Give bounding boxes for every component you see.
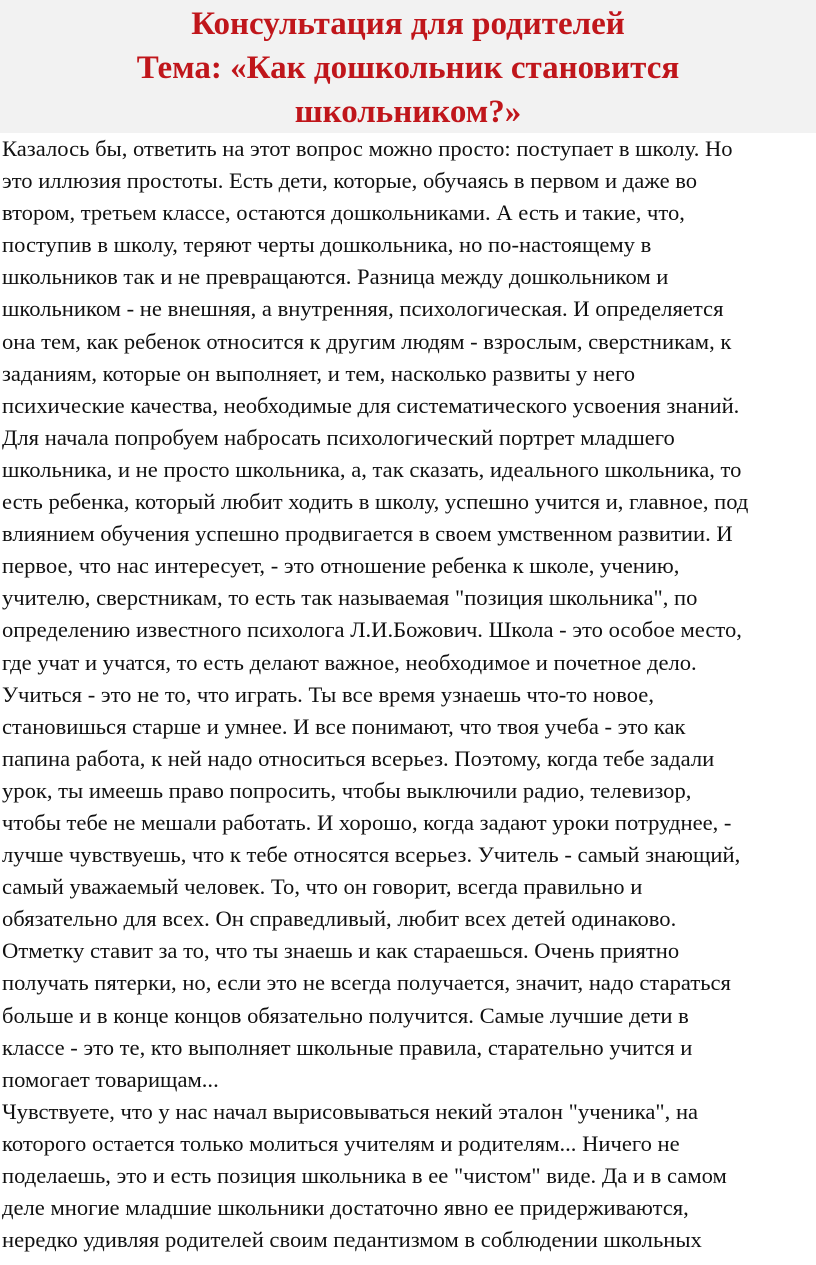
- text-line: урок, ты имеешь право попросить, чтобы выключили радио, телевизор,: [2, 777, 692, 803]
- document-header: [0, 0, 816, 133]
- text-line: деле многие младшие школьники достаточно явно ее придерживаются,: [2, 1195, 689, 1221]
- text-line: обязательно для всех. Он справедливый, любит всех детей одинаково.: [2, 906, 677, 932]
- text-line: определению известного психолога Л.И.Божович. Школа - это особое место,: [2, 617, 742, 643]
- text-line: есть ребенка, который любит ходить в школу, успешно учится и, главное, под: [2, 489, 749, 515]
- text-line: заданиям, которые он выполняет, и тем, насколько развиты у него: [2, 360, 636, 386]
- title-line-2: Тема: «Как дошкольник становится: [136, 50, 680, 86]
- text-line: она тем, как ребенок относится к другим людям - взрослым, сверстникам, к: [2, 328, 732, 354]
- text-line: втором, третьем классе, остаются дошкольниками. А есть и такие, что,: [2, 200, 685, 226]
- text-line: папина работа, к ней надо относиться всерьез. Поэтому, когда тебе задали: [2, 745, 715, 771]
- text-line: Чувствуете, что у нас начал вырисовываться некий эталон "ученика", на: [2, 1098, 699, 1124]
- text-line: первое, что нас интересует, - это отношение ребенка к школе, учению,: [2, 553, 680, 579]
- text-line: становишься старше и умнее. И все понимают, что твоя учеба - это как: [2, 713, 686, 739]
- text-line: учителю, сверстникам, то есть так называемая "позиция школьника", по: [2, 585, 698, 611]
- text-line: Казалось бы, ответить на этот вопрос можно просто: поступает в школу. Но: [2, 136, 733, 161]
- text-line: больше и в конце концов обязательно получится. Самые лучшие дети в: [2, 1002, 689, 1028]
- text-line: поступив в школу, теряют черты дошкольника, но по-настоящему в: [2, 232, 652, 258]
- text-line: классе - это те, кто выполняет школьные правила, старательно учится и: [2, 1034, 693, 1060]
- text-line: школьников так и не превращаются. Разница между дошкольником и: [2, 264, 669, 290]
- title-line-3: школьником?»: [294, 94, 522, 130]
- text-line: Отметку ставит за то, что ты знаешь и как стараешься. Очень приятно: [2, 938, 680, 964]
- title-line-1: Консультация для родителей: [191, 6, 625, 42]
- text-line: это иллюзия простоты. Есть дети, которые, обучаясь в первом и даже во: [2, 168, 698, 194]
- text-line: где учат и учатся, то есть делают важное, необходимое и почетное дело.: [2, 649, 697, 675]
- text-line: помогает товарищам...: [2, 1066, 219, 1092]
- text-line: школьника, и не просто школьника, а, так сказать, идеального школьника, то: [2, 456, 742, 482]
- text-line: Учиться - это не то, что играть. Ты все время узнаешь что-то новое,: [2, 681, 654, 707]
- text-line: получать пятерки, но, если это не всегда получается, значит, надо стараться: [2, 970, 731, 996]
- text-line: лучше чувствуешь, что к тебе относятся всерьез. Учитель - самый знающий,: [2, 842, 741, 868]
- text-line: влиянием обучения успешно продвигается в своем умственном развитии. И: [2, 521, 733, 547]
- text-line: нередко удивляя родителей своим педантизмом в соблюдении школьных: [2, 1227, 702, 1253]
- text-line: которого остается только молиться учителям и родителям... Ничего не: [2, 1130, 680, 1156]
- text-line: Для начала попробуем набросать психологический портрет младшего: [2, 424, 675, 450]
- text-line: самый уважаемый человек. То, что он говорит, всегда правильно и: [2, 874, 643, 900]
- text-line: психические качества, необходимые для систематического усвоения знаний.: [2, 392, 740, 418]
- text-line: поделаешь, это и есть позиция школьника в ее "чистом" виде. Да и в самом: [2, 1163, 727, 1188]
- document-body: [2, 133, 814, 1256]
- text-line: чтобы тебе не мешали работать. И хорошо, когда задают уроки потруднее, -: [2, 809, 732, 835]
- text-line: школьником - не внешняя, а внутренняя, психологическая. И определяется: [2, 296, 724, 322]
